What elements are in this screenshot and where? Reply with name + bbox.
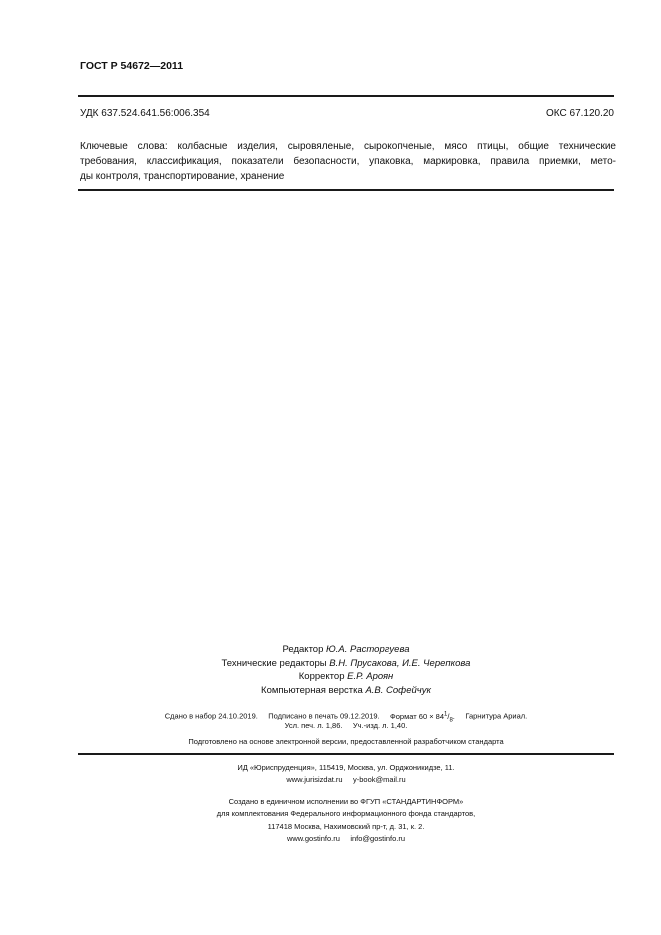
credit-name: Ю.А. Расторгуева [326, 644, 410, 655]
creator-contacts [78, 833, 614, 845]
creator-purpose: для комплектования Федерального информационного фонда стандартов, [216, 809, 476, 818]
standard-designation: ГОСТ Р 54672—2011 [80, 60, 184, 72]
publisher-email[interactable]: y-book@mail.ru [353, 775, 406, 784]
imprint-prepared: Подготовлено на основе электронной версии, предоставленной разработчиком стандарта [188, 737, 504, 746]
imprint-submitted: Сдано в набор 24.10.2019. [164, 711, 258, 721]
credit-name: Е.Р. Ароян [347, 671, 394, 682]
publisher-website[interactable]: www.jurisizdat.ru [286, 775, 343, 784]
keywords-paragraph [80, 139, 616, 184]
keywords-line: Ключевые слова: колбасные изделия, сыровяленые, сырокопченые, мясо птицы, общие технические [80, 141, 616, 152]
creator-email[interactable]: info@gostinfo.ru [350, 834, 406, 843]
creator-address: 117418 Москва, Нахимовский пр-т, д. 31, к. 2. [267, 822, 425, 831]
imprint-format-num: 1 [444, 711, 448, 717]
imprint-format-den: 8 [449, 717, 453, 723]
imprint-divider [78, 753, 614, 755]
imprint-pub-sheets: Уч.-изд. л. 1,40. [352, 721, 408, 730]
credit-role: Компьютерная верстка [261, 684, 363, 696]
creator-line: Создано в единичном исполнении во ФГУП «СТАНДАРТИНФОРМ» [228, 797, 464, 806]
credit-name: А.В. Софейчук [365, 684, 431, 696]
imprint-typeface: Гарнитура Ариал. [465, 711, 528, 721]
udk-code: УДК 637.524.641.56:006.354 [80, 108, 210, 119]
imprint-line-2 [78, 720, 614, 731]
credit-corrector [78, 670, 614, 684]
imprint-signed: Подписано в печать 09.12.2019. [268, 711, 380, 721]
credit-role: Технические редакторы [221, 657, 327, 669]
keywords-line: требования, классификация, показатели безопасности, упаковка, маркировка, правила приемки, мето- [80, 156, 616, 167]
publisher-address: ИД «Юриспруденция», 115419, Москва, ул. Орджоникидзе, 11. [237, 763, 455, 772]
credit-layout [78, 684, 614, 698]
credit-name: В.Н. Прусакова, И.Е. Черепкова [329, 657, 471, 669]
keywords-divider [78, 189, 614, 191]
credit-role: Редактор [282, 644, 324, 655]
creator-website[interactable]: www.gostinfo.ru [286, 834, 340, 843]
publisher-contacts [78, 774, 614, 786]
top-divider [78, 95, 614, 97]
credit-editor [78, 643, 614, 657]
imprint-format: Формат $60 \times 84^1/_8$. [390, 711, 455, 723]
oks-code: ОКС 67.120.20 [546, 108, 614, 119]
credit-tech-editors [78, 657, 614, 671]
imprint-format-prefix: Формат 60 × 84 [390, 711, 445, 721]
keywords-line: ды контроля, транспортирование, хранение [80, 171, 285, 182]
credits-block [78, 643, 614, 697]
imprint-print-sheets: Усл. печ. л. 1,86. [284, 721, 343, 730]
credit-role: Корректор [298, 671, 345, 682]
